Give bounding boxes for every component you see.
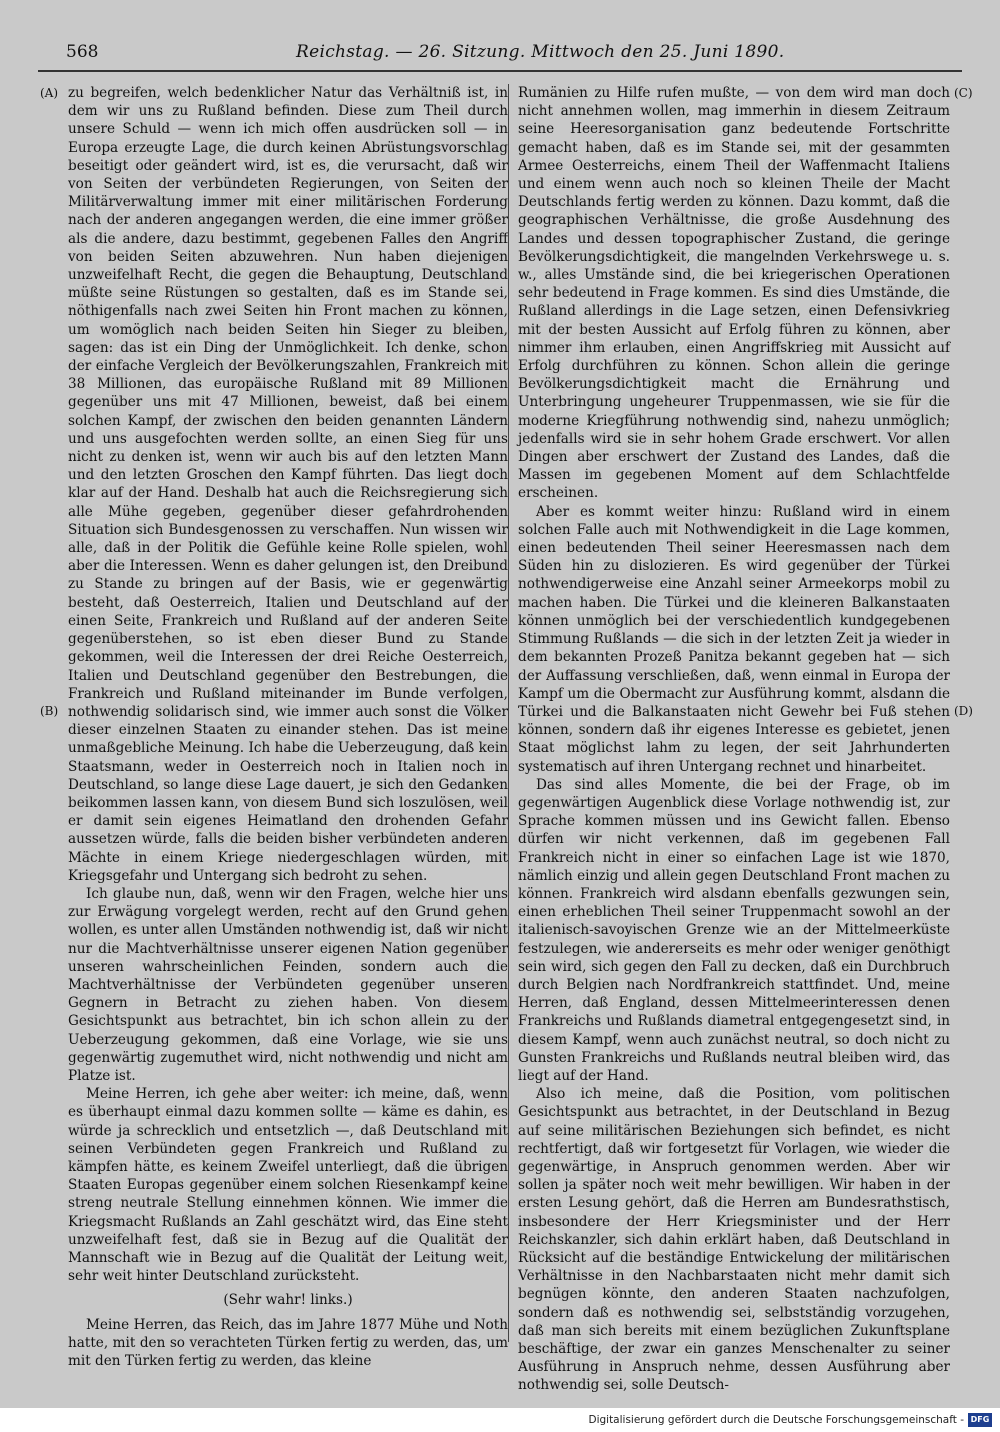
paragraph: Ich glaube nun, daß, wenn wir den Fragen, welche hier uns zur Erwägung vorgelegt werden, recht auf den Grund gehen wollen, es unter allen Umständen nothwendig ist, daß wir nicht nur die Machtverhältnisse unserer eigenen Nation gegenüber unseren wahrscheinlichen Feinden, sondern auch die Machtverhältnisse der Verbündeten gegenüber unseren Gegnern in Betracht zu ziehen haben. Von diesem Gesichtspunkt aus betrachtet, bin ich schon allein zu der Ueberzeugung gekommen, daß eine Vorlage, wie sie uns gegenwärtig zugemuthet wird, nicht nothwendig und nicht am Platze ist. bbox=[68, 885, 508, 1084]
margin-mark-a: (A) bbox=[40, 86, 59, 100]
paragraph: Meine Herren, das Reich, das im Jahre 1877 Mühe und Noth hatte, mit den so verachteten Türken fertig zu werden, das, um mit den Türken fertig zu werden, das kleine bbox=[68, 1316, 508, 1370]
dfg-logo: DFG bbox=[968, 1413, 992, 1427]
header-rule bbox=[38, 70, 962, 72]
margin-mark-d: (D) bbox=[954, 704, 973, 718]
right-column bbox=[518, 84, 950, 1395]
paragraph: zu begreifen, welch bedenklicher Natur das Verhältniß ist, in dem wir uns zu Rußland befinden. Diese zum Theil durch unsere Schuld — wenn ich mich offen ausdrücken soll — in Europa erzeugte Lage, die durch keinen Abrüstungsvorschlag beseitigt oder geändert wird, ist es, die verursacht, daß wir von Seiten der verbündeten Regierungen, von Seiten der Militärverwaltung immer mit einer militärischen Forderung nach der anderen angegangen werden, die eine immer größer als die andere, dazu bestimmt, gegebenen Falles den Angriff von beiden Seiten abzuwehren. Nun haben diejenigen unzweifelhaft Recht, die gegen die Behauptung, Deutschland müßte seine Rüstungen so gestalten, daß es im Stande sei, nöthigenfalls nach zwei Seiten hin Front machen zu können, um womöglich nach beiden Seiten hin Sieger zu bleiben, sagen: das ist ein Ding der Unmöglichkeit. Ich denke, schon der einfache Vergleich der Bevölkerungszahlen, Frankreich mit 38 Millionen, das europäische Rußland mit 89 Millionen gegenüber uns mit 47 Millionen, beweist, daß bei einem solchen Kampf, der zwischen den beiden genannten Ländern und uns ausgefochten werden sollte, an einen Sieg für uns nicht zu denken ist, wenn wir auch bis auf den letzten Mann und den letzten Groschen den Kampf führten. Das liegt doch klar auf der Hand. Deshalb hat auch die Reichsregierung sich alle Mühe gegeben, gegenüber dieser gefahrdrohenden Situation sich Bundesgenossen zu verschaffen. Nun wissen wir alle, daß in der Politik die Gefühle keine Rolle spielen, wohl aber die Interessen. Wenn es daher gelungen ist, den Dreibund zu Stande zu bringen auf der Basis, wie er gegenwärtig besteht, daß Oesterreich, Italien und Deutschland auf der einen Seite, Frankreich und Rußland auf der anderen Seite gegenüberstehen, so ist eben dieser Bund zu Stande gekommen, weil die Interessen der drei Reiche Oesterreich, Italien und Deutschland gegenüber den Bestrebungen, die Frankreich und Rußland miteinander im Bunde verfolgen, nothwendig solidarisch sind, wie immer auch sonst die Völker dieser einzelnen Staaten zu einander stehen. Das ist meine unmaßgebliche Meinung. Ich habe die Ueberzeugung, daß kein Staatsmann, weder in Oesterreich noch in Italien noch in Deutschland, so lange diese Lage dauert, je sich den Gedanken beikommen lassen kann, von diesem Bund sich loszulösen, weil er damit sein eigenes Heimatland den drohenden Gefahr aussetzen würde, falls die beiden bisher verbündeten anderen Mächte in einem Kriege niedergeschlagen würden, mit Kriegsgefahr und Untergang sich bedroht zu sehen. bbox=[68, 85, 508, 884]
running-head: Reichstag. — 26. Sitzung. Mittwoch den 25. Juni 1890. bbox=[296, 42, 785, 62]
paragraph: Aber es kommt weiter hinzu: Rußland wird in einem solchen Falle auch mit Nothwendigkeit in die Lage kommen, einen bedeutenden Theil seiner Heeresmassen nach dem Süden hin zu dislozieren. Es wird gegenüber der Türkei nothwendigerweise eine Anzahl seiner Armeekorps mobil zu machen haben. Die Türkei und die kleineren Balkanstaaten können unmöglich bei der verschiedentlich kundgegebenen Stimmung Rußlands — die sich in der letzten Zeit ja wieder in dem bekannten Prozeß Panitza bekannt gegeben hat — sich der Auffassung verschließen, daß, wenn einmal in Europa der Kampf um die Obermacht zur Ausführung kommt, alsdann die Türkei und die Balkanstaaten nicht Gewehr bei Fuß stehen können, sondern daß ihr eigenes Interesse es gebietet, jenen Staat möglichst lahm zu legen, der seit Jahrhunderten systematisch auf ihren Untergang rechnet und hinarbeitet. bbox=[518, 503, 950, 775]
margin-mark-b: (B) bbox=[40, 704, 59, 718]
paragraph: Meine Herren, ich gehe aber weiter: ich meine, daß, wenn es überhaupt einmal dazu kommen sollte — käme es dahin, es würde ja schrecklich und entsetzlich —, daß Deutschland mit seinen Verbündeten gegen Frankreich und Rußland zu kämpfen hätte, es keinem Zweifel unterliegt, daß die übrigen Staaten Europas gegenüber einem solchen Riesenkampf keine streng neutrale Stellung einnehmen können. Wie immer die Kriegsmacht Rußlands an Zahl geschätzt wird, das Eine steht unzweifelhaft fest, daß sie in Bezug auf die Qualität der Mannschaft wie in Bezug auf die Qualität der Leitung weit, sehr weit hinter Deutschland zurücksteht. bbox=[68, 1086, 508, 1285]
page-header bbox=[66, 40, 946, 66]
column-divider bbox=[508, 84, 509, 1342]
paragraph: Das sind alles Momente, die bei der Frage, ob im gegenwärtigen Augenblick diese Vorlage nothwendig ist, zur Sprache kommen müssen und ins Gewicht fallen. Ebenso dürfen wir nicht verkennen, daß im gegebenen Fall Frankreich nicht in einer so einfachen Lage ist wie 1870, nämlich einzig und allein gegen Deutschland Front machen zu können. Frankreich wird alsdann ebenfalls gezwungen sein, einen erheblichen Theil seiner Truppenmacht sowohl an der italienisch-savoyischen Grenze wie an der Mittelmeerküste festzulegen, wie andererseits es mehr oder weniger genöthigt sein wird, sich gegen den Fall zu decken, daß ein Durchbruch durch Belgien nach Nordfrankreich stattfindet. Und, meine Herren, daß England, dessen Mittelmeerinteressen denen Frankreichs und Rußlands diametral entgegengesetzt sind, in diesem Kampf, wenn auch zunächst neutral, so doch nicht zu Gunsten Frankreichs und Rußlands neutral bleiben wird, das liegt auf der Hand. bbox=[518, 776, 950, 1084]
interjection: (Sehr wahr! links.) bbox=[223, 1292, 353, 1309]
paragraph: Also ich meine, daß die Position, vom politischen Gesichtspunkt aus betrachtet, in der Deutschland in Bezug auf seine militärischen Beziehungen sich befindet, es nicht rechtfertigt, daß wir fortgesetzt für Vorlagen, wie wieder die gegenwärtige, in Anspruch genommen werden. Aber wir sollen ja später noch weit mehr bewilligen. Wir haben in der ersten Lesung gehört, daß die Herren am Bundesrathstisch, insbesondere der Herr Kriegsminister und der Herr Reichskanzler, sich dahin erklärt haben, daß Deutschland in Rücksicht auf die beständige Entwickelung der militärischen Verhältnisse in den Nachbarstaaten nicht mehr damit sich begnügen könnte, den anderen Staaten nachzufolgen, sondern daß es nothwendig sei, selbstständig vorzugehen, daß man sich bereits mit einem bezüglichen Zukunftsplane beschäftige, der zwar ein ganzes Menschenalter zu seiner Ausführung in Anspruch nehme, dessen Ausführung aber nothwendig sei, solle Deutsch- bbox=[518, 1086, 950, 1394]
page-number: 568 bbox=[66, 42, 99, 62]
footer-credit: Digitalisierung gefördert durch die Deutsche Forschungsgemeinschaft - bbox=[588, 1414, 964, 1426]
left-column bbox=[68, 84, 508, 1370]
footer bbox=[0, 1410, 1000, 1432]
margin-mark-c: (C) bbox=[954, 86, 973, 100]
paragraph: Rumänien zu Hilfe rufen mußte, — von dem wird man doch nicht annehmen wollen, mag immerhin in diesem Zeitraum seine Heeresorganisation ganz bedeutende Fortschritte gemacht haben, daß es im Stande sei, mit der gesammten Armee Oesterreichs, einem Theil der Waffenmacht Italiens und einem wenn auch noch so kleinen Theile der Macht Deutschlands fertig werden zu können. Dazu kommt, daß die geographischen Verhältnisse, die große Ausdehnung des Landes und dessen topographischer Zustand, die geringe Bevölkerungsdichtigkeit, die mangelnden Verkehrswege u. s. w., alles Umstände sind, die bei kriegerischen Operationen sehr bedeutend in Frage kommen. Es sind dies Umstände, die Rußland allerdings in die Lage setzen, einen Defensivkrieg mit der besten Aussicht auf Erfolg führen zu können, aber nimmer ihm erlauben, einen Angriffskrieg mit Aussicht auf Erfolg durchführen zu können. Schon allein die geringe Bevölkerungsdichtigkeit macht die Ernährung und Unterbringung ungeheurer Truppenmassen, wie sie für die moderne Kriegführung nothwendig sind, nahezu unmöglich; jedenfalls wird sie in sehr hohem Grade erschwert. Vor allen Dingen aber erschwert der Zustand des Landes, daß die Massen im gegebenen Moment auf dem Schlachtfelde erscheinen. bbox=[518, 85, 950, 502]
